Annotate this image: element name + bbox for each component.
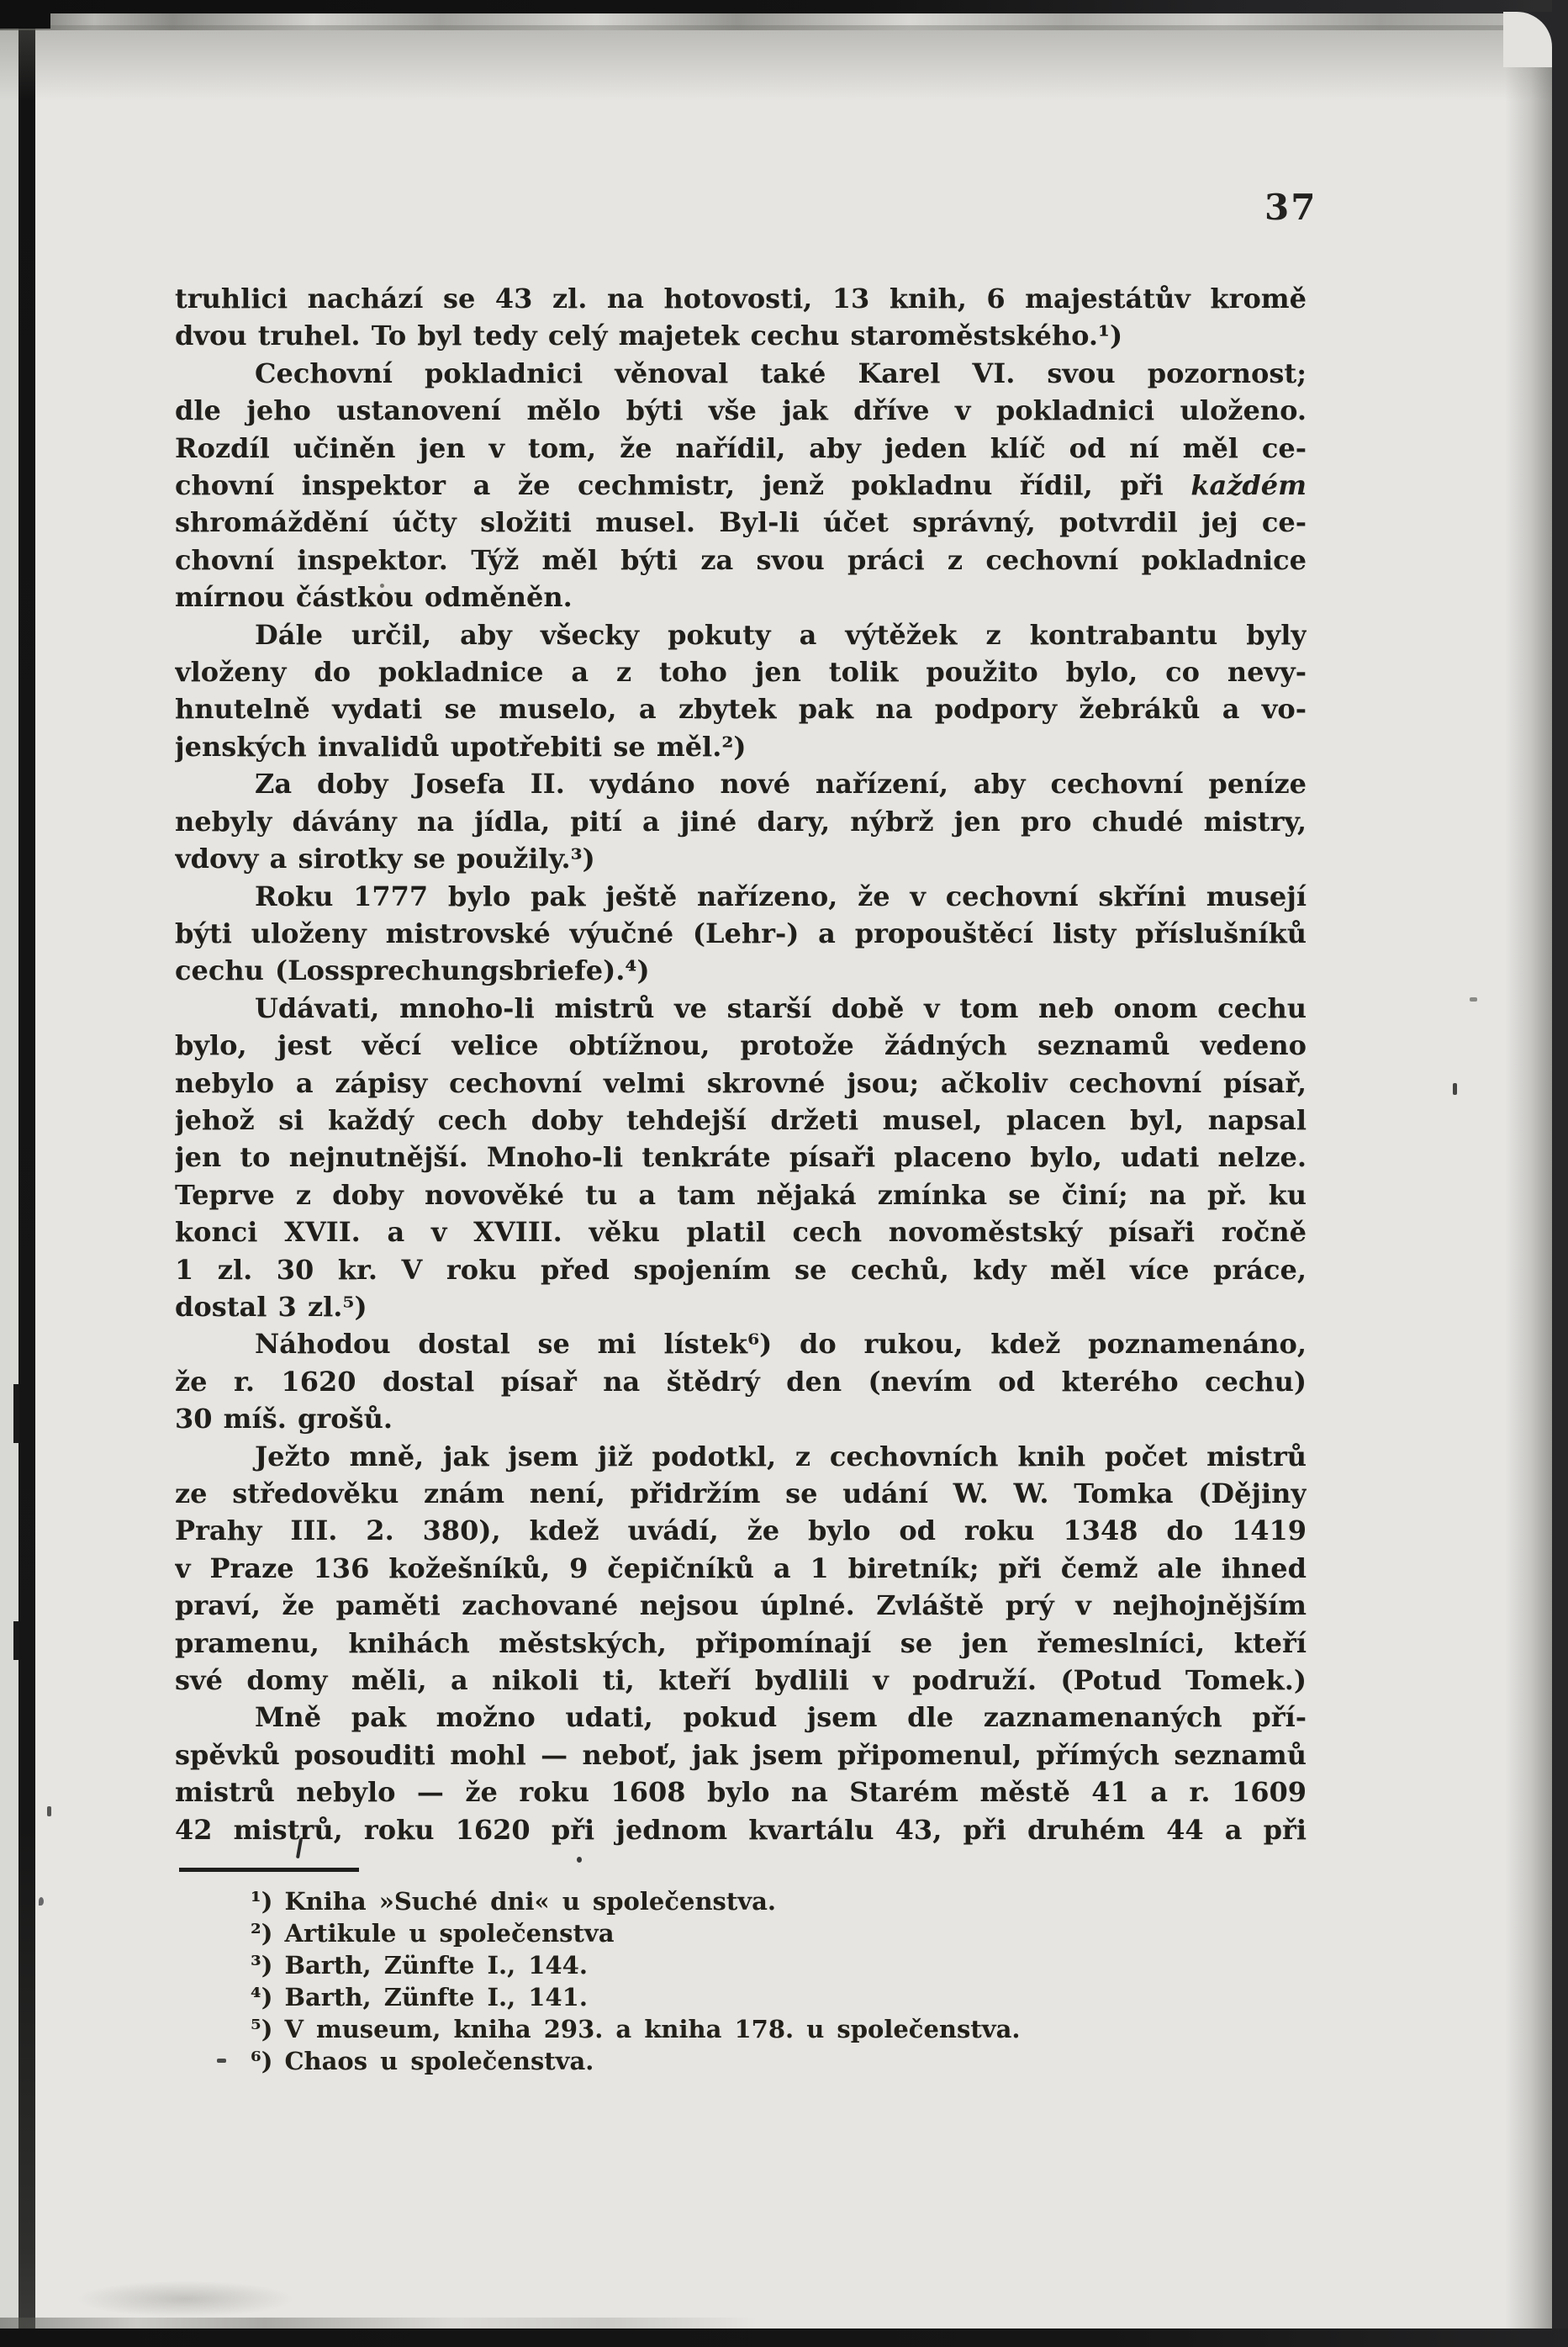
text-line: své domy měli, a nikoli ti, kteří bydlili v podruží. (Potud Tomek.) bbox=[175, 1664, 1307, 1697]
body-text bbox=[175, 280, 1307, 1848]
footnote-text: Chaos u společenstva. bbox=[284, 2047, 594, 2075]
footnote-text: Barth, Zünfte I., 141. bbox=[284, 1983, 588, 2011]
footnote-marker: ³) bbox=[251, 1951, 273, 1980]
scan-speck bbox=[47, 1806, 51, 1816]
scan-top-shading bbox=[0, 25, 1568, 109]
footnote bbox=[251, 1885, 1175, 1917]
text-line: Roku 1777 bylo pak ještě nařízeno, že v cechovní skříni musejí bbox=[255, 880, 1307, 912]
footnote-marker: ¹) bbox=[251, 1887, 273, 1916]
text-line: Mně pak možno udati, pokud jsem dle zaznamenaných pří- bbox=[255, 1701, 1307, 1734]
text-line: dle jeho ustanovení mělo býti vše jak dříve v pokladnici uloženo. bbox=[175, 394, 1307, 427]
text-line: mistrů nebylo — že roku 1608 bylo na Starém městě 41 a r. 1609 bbox=[175, 1776, 1307, 1809]
paragraph bbox=[175, 1438, 1307, 1699]
text-line: 42 mistrů, roku 1620 při jednom kvartálu 43, při druhém 44 a při bbox=[175, 1813, 1307, 1846]
text-line: že r. 1620 dostal písař na štědrý den (nevím od kterého cechu) bbox=[175, 1365, 1307, 1398]
scan-smudge bbox=[76, 2281, 294, 2318]
scan-left-bar-nub bbox=[13, 1621, 19, 1660]
scan-top-border bbox=[0, 0, 1568, 13]
scan-corner-blob bbox=[0, 0, 50, 29]
scan-left-border-bar bbox=[18, 0, 35, 2339]
text-line: Udávati, mnoho-li mistrů ve starší době v tom neb onom cechu bbox=[255, 991, 1307, 1024]
text-line: nebylo a zápisy cechovní velmi skrovné jsou; ačkoliv cechovní písař, bbox=[175, 1066, 1307, 1099]
footnote-text: Kniha »Suché dni« u společenstva. bbox=[284, 1887, 777, 1916]
scan-speck bbox=[1470, 997, 1477, 1002]
text-line: Za doby Josefa II. vydáno nové nařízení, aby cechovní peníze bbox=[255, 768, 1307, 801]
footnote bbox=[251, 1981, 1175, 2013]
footnote bbox=[251, 1949, 1175, 1981]
text-run: chovní inspektor a že cechmistr, jenž pokladnu řídil, při bbox=[175, 469, 1191, 502]
text-line: hnutelně vydati se muselo, a zbytek pak na podpory žebráků a vo- bbox=[175, 693, 1307, 726]
scan-speck bbox=[1453, 1083, 1457, 1095]
scan-bottom-border bbox=[0, 2328, 1568, 2347]
text-line bbox=[175, 467, 1307, 504]
text-line: jenských invalidů upotřebiti se měl.²) bbox=[175, 730, 747, 763]
paragraph bbox=[175, 280, 1307, 355]
scan-left-bar-nub bbox=[13, 1384, 19, 1443]
footnote-separator-rule bbox=[179, 1868, 359, 1872]
paragraph bbox=[175, 1699, 1307, 1848]
text-line: vloženy do pokladnice a z toho jen tolik použito bylo, co nevy- bbox=[175, 656, 1307, 689]
scan-speck bbox=[577, 1857, 582, 1863]
scan-speck bbox=[217, 2059, 226, 2063]
text-line: truhlici nachází se 43 zl. na hotovosti, 13 knih, 6 majestátův kromě bbox=[175, 283, 1307, 315]
footnote-marker: ²) bbox=[251, 1919, 273, 1948]
text-line: Prahy III. 2. 380), kdež uvádí, že bylo od roku 1348 do 1419 bbox=[175, 1514, 1307, 1547]
text-line: 1 zl. 30 kr. V roku před spojením se cechů, kdy měl více práce, bbox=[175, 1253, 1307, 1286]
footnote bbox=[251, 2013, 1175, 2045]
text-line: shromáždění účty složiti musel. Byl-li účet správný, potvrdil jej ce- bbox=[175, 506, 1307, 539]
text-line: dostal 3 zl.⁵) bbox=[175, 1290, 367, 1323]
footnote bbox=[251, 1917, 1175, 1949]
paragraph bbox=[175, 878, 1307, 990]
text-line: spěvků posouditi mohl — neboť, jak jsem připomenul, přímých seznamů bbox=[175, 1738, 1307, 1771]
text-line: Ježto mně, jak jsem již podotkl, z cechovních knih počet mistrů bbox=[255, 1440, 1307, 1472]
text-line: jehož si každý cech doby tehdejší držeti musel, placen byl, napsal bbox=[175, 1103, 1307, 1136]
emphasized-word: každém bbox=[1191, 469, 1307, 502]
paragraph bbox=[175, 990, 1307, 1326]
text-line: dvou truhel. To byl tedy celý majetek cechu staroměstského.¹) bbox=[175, 320, 1123, 352]
footnote-marker: ⁶) bbox=[251, 2047, 273, 2075]
footnotes bbox=[251, 1885, 1175, 2077]
text-line: nebyly dávány na jídla, pití a jiné dary, nýbrž jen pro chudé mistry, bbox=[175, 805, 1307, 838]
text-line: cechu (Lossprechungsbriefe).⁴) bbox=[175, 954, 650, 987]
footnote-marker: ⁵) bbox=[251, 2015, 273, 2043]
text-line: praví, že paměti zachované nejsou úplné. Zvláště prý v nejhojnějším bbox=[175, 1589, 1307, 1622]
text-line: bylo, jest věcí velice obtížnou, protože žádných seznamů vedeno bbox=[175, 1029, 1307, 1062]
footnote bbox=[251, 2045, 1175, 2077]
text-line: býti uloženy mistrovské výučné (Lehr-) a propouštěcí listy příslušníků bbox=[175, 917, 1307, 949]
text-line: jen to nejnutnější. Mnoho-li tenkráte písaři placeno bylo, udati nelze. bbox=[175, 1141, 1307, 1174]
scan-left-margin bbox=[0, 0, 18, 2347]
text-line: vdovy a sirotky se použily.³) bbox=[175, 843, 595, 875]
text-line: Teprve z doby novověké tu a tam nějaká zmínka se činí; na př. ku bbox=[175, 1178, 1307, 1211]
text-line: Dále určil, aby všecky pokuty a výtěžek z kontrabantu byly bbox=[255, 618, 1307, 651]
paragraph bbox=[175, 355, 1307, 616]
text-line: mírnou částkou odměněn. bbox=[175, 581, 573, 614]
paragraph bbox=[175, 616, 1307, 766]
paragraph bbox=[175, 765, 1307, 877]
text-line: pramenu, knihách městských, připomínají se jen řemeslníci, kteří bbox=[175, 1626, 1307, 1659]
text-line: chovní inspektor. Týž měl býti za svou práci z cechovní pokladnice bbox=[175, 543, 1307, 576]
scan-right-border bbox=[1552, 0, 1568, 2347]
scan-right-edge-shadow bbox=[1505, 0, 1552, 2347]
text-line: konci XVII. a v XVIII. věku platil cech novoměstský písaři ročně bbox=[175, 1216, 1307, 1249]
scan-bottom-ragged-edge bbox=[0, 2318, 757, 2328]
footnote-text: V museum, kniha 293. a kniha 178. u společenstva. bbox=[284, 2015, 1021, 2043]
text-line: v Praze 136 kožešníků, 9 čepičníků a 1 biretník; při čemž ale ihned bbox=[175, 1551, 1307, 1584]
footnote-marker: ⁴) bbox=[251, 1983, 273, 2011]
scan-speck bbox=[39, 1897, 44, 1906]
text-line: ze středověku znám není, přidržím se udání W. W. Tomka (Dějiny bbox=[175, 1477, 1307, 1509]
text-line: Náhodou dostal se mi lístek⁶) do rukou, kdež poznamenáno, bbox=[255, 1328, 1307, 1361]
page-number: 37 bbox=[1264, 187, 1317, 228]
footnote-text: Barth, Zünfte I., 144. bbox=[284, 1951, 588, 1980]
text-line: Cechovní pokladnici věnoval také Karel VI. svou pozornost; bbox=[255, 357, 1307, 389]
text-line: 30 míš. grošů. bbox=[175, 1403, 393, 1435]
paragraph bbox=[175, 1325, 1307, 1437]
footnote-text: Artikule u společenstva bbox=[284, 1919, 615, 1948]
text-line: Rozdíl učiněn jen v tom, že nařídil, aby jeden klíč od ní měl ce- bbox=[175, 431, 1307, 464]
